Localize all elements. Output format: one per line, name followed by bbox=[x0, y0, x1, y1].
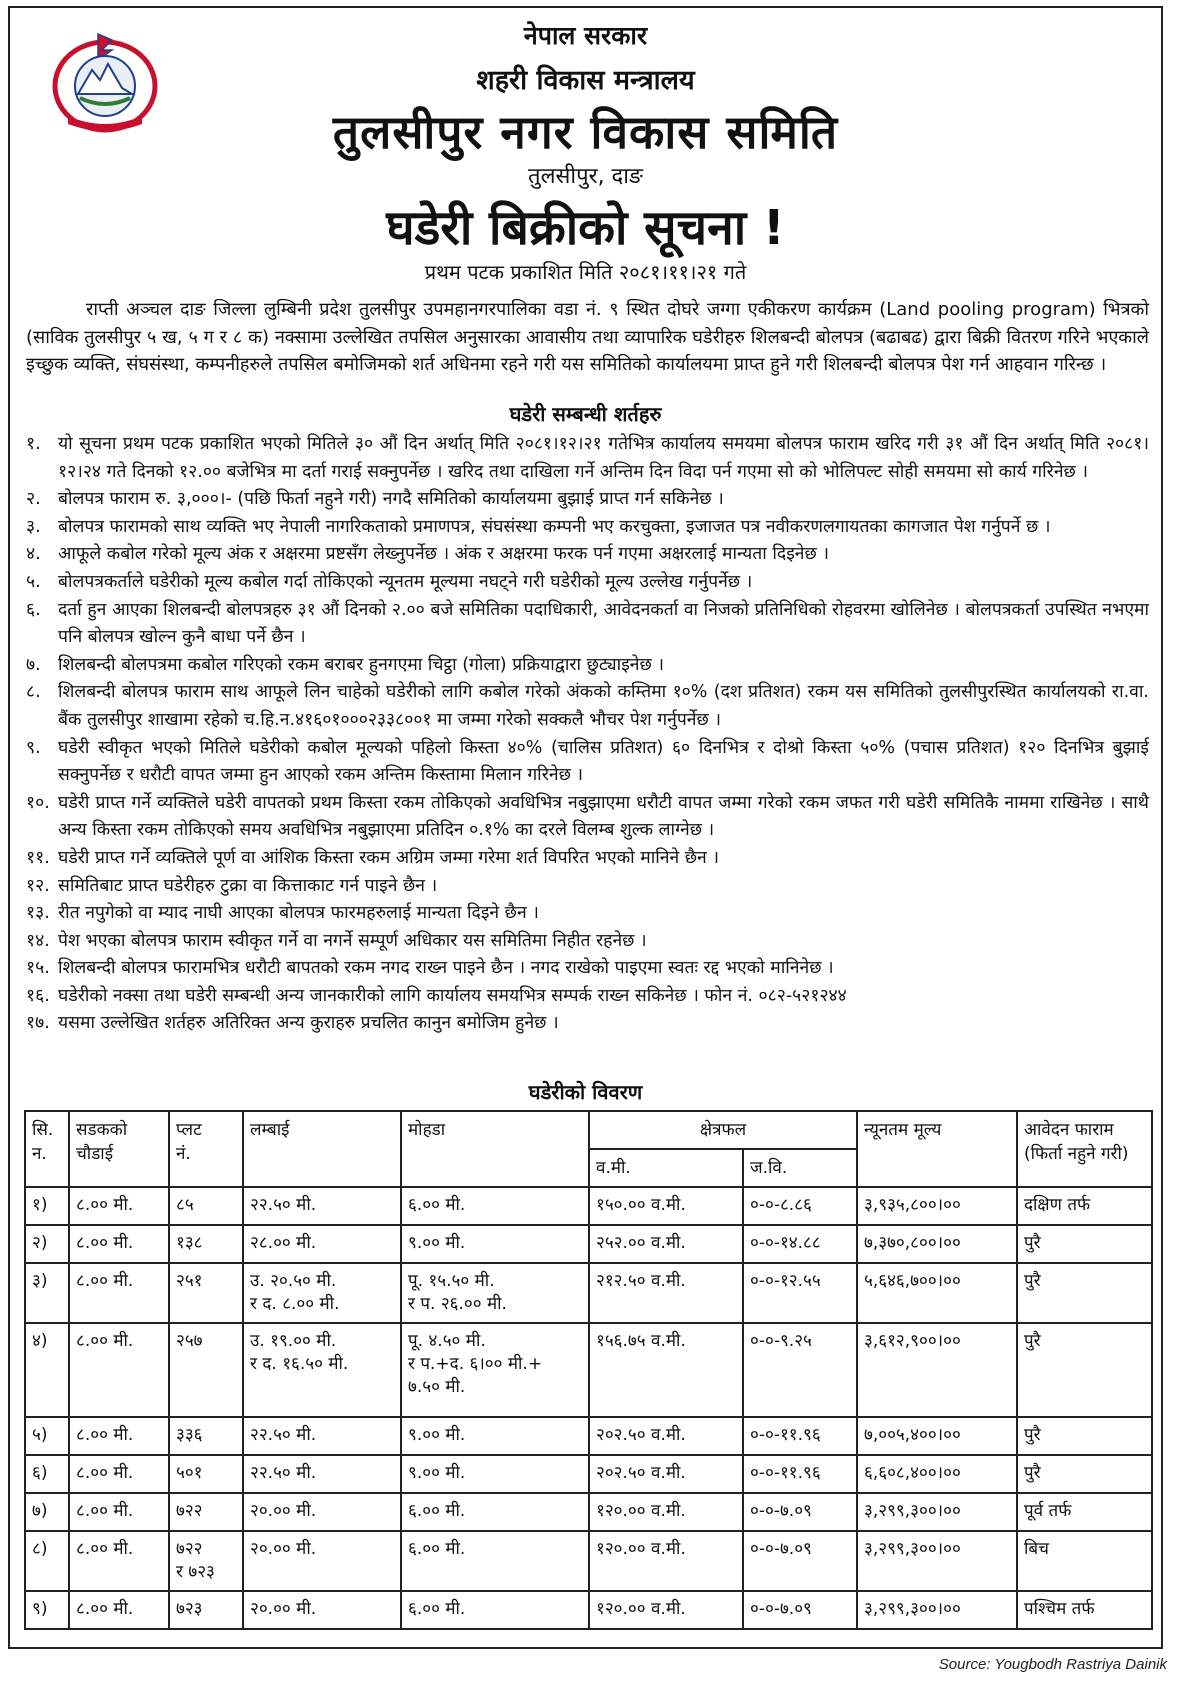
term-text: समितिबाट प्राप्त घडेरीहरु टुक्रा वा कित्ताकाट गर्न पाइने छैन । bbox=[58, 875, 438, 896]
term-item bbox=[26, 928, 1149, 956]
term-item bbox=[26, 955, 1149, 983]
term-text: घडेरी स्वीकृत भएको मितिले घडेरीको कबोल मूल्यको पहिलो किस्ता ४०% (चालिस प्रतिशत) ६० दिनभित्र र दोश्रो किस्ता ५०% (पचास प्रतिशत) १२० दिनभित्र बुझाई सक्नुपर्नेछ र धरौटी वापत जम्मा हुन आएको रकम अन्तिम किस्तामा मिलान गरिनेछ । bbox=[58, 737, 1149, 786]
cell-frontage: पू. १५.५० मी. र प. २६.०० मी. bbox=[401, 1263, 589, 1323]
term-item bbox=[26, 541, 1149, 569]
cell-plot: ८५ bbox=[169, 1187, 243, 1225]
notice-sheet bbox=[8, 6, 1163, 1649]
cell-road-width: ८.०० मी. bbox=[69, 1187, 169, 1225]
cell-plot: १३८ bbox=[169, 1225, 243, 1263]
term-item bbox=[26, 790, 1149, 845]
cell-area-sqm: १५६.७५ व.मी. bbox=[589, 1323, 743, 1417]
cell-length: २०.०० मी. bbox=[243, 1591, 401, 1629]
cell-plot: २५७ bbox=[169, 1323, 243, 1417]
term-text: यसमा उल्लेखित शर्तहरु अतिरिक्त अन्य कुराहरु प्रचलित कानुन बमोजिम हुनेछ । bbox=[58, 1013, 559, 1034]
term-item bbox=[26, 569, 1149, 597]
cell-plot: ७२२ र ७२३ bbox=[169, 1531, 243, 1591]
table-row bbox=[25, 1455, 1152, 1493]
col-header-area-jb: ज.वि. bbox=[743, 1149, 857, 1187]
term-number: १२. bbox=[26, 875, 50, 896]
cell-road-width: ८.०० मी. bbox=[69, 1531, 169, 1591]
cell-road-width: ८.०० मी. bbox=[69, 1225, 169, 1263]
cell-frontage: ९.०० मी. bbox=[401, 1417, 589, 1455]
term-number: १. bbox=[26, 434, 41, 454]
col-header-area: क्षेत्रफल bbox=[589, 1111, 857, 1149]
term-item bbox=[26, 873, 1149, 901]
publish-date: प्रथम पटक प्रकाशित मिति २०८१।११।२१ गते bbox=[424, 260, 747, 284]
cell-area-sqm: १२०.०० व.मी. bbox=[589, 1591, 743, 1629]
cell-sn: ९) bbox=[25, 1591, 69, 1629]
cell-road-width: ८.०० मी. bbox=[69, 1263, 169, 1323]
cell-form: पुरै bbox=[1017, 1455, 1152, 1493]
cell-area-jb: ०-०-७.०९ bbox=[743, 1591, 857, 1629]
cell-frontage: ६.०० मी. bbox=[401, 1187, 589, 1225]
cell-min-price: ३,२९९,३००।०० bbox=[857, 1531, 1017, 1591]
cell-sn: ८) bbox=[25, 1531, 69, 1591]
table-row bbox=[25, 1493, 1152, 1531]
cell-min-price: ७,३७०,८००।०० bbox=[857, 1225, 1017, 1263]
cell-length: २२.५० मी. bbox=[243, 1455, 401, 1493]
cell-sn: ५) bbox=[25, 1417, 69, 1455]
col-header-min-price: न्यूनतम मूल्य bbox=[857, 1111, 1017, 1187]
term-item bbox=[26, 652, 1149, 680]
cell-area-sqm: २०२.५० व.मी. bbox=[589, 1417, 743, 1455]
term-number: ६. bbox=[26, 599, 41, 620]
table-heading: घडेरीको विवरण bbox=[528, 1080, 643, 1104]
term-item bbox=[26, 845, 1149, 873]
cell-area-sqm: २५२.०० व.मी. bbox=[589, 1225, 743, 1263]
term-number: ३. bbox=[26, 516, 41, 537]
cell-min-price: ३,२९९,३००।०० bbox=[857, 1591, 1017, 1629]
government-name: नेपाल सरकार bbox=[523, 21, 648, 50]
term-item bbox=[26, 597, 1149, 652]
col-header-frontage: मोहडा bbox=[401, 1111, 589, 1187]
terms-list bbox=[26, 431, 1149, 1038]
term-text: शिलबन्दी बोलपत्र फाराम साथ आफूले लिन चाहेको घडेरीको लागि कबोल गरेको अंकको कम्तिमा १०% (दश प्रतिशत) रकम यस समितिको तुलसीपुरस्थित कार्यालयको रा.वा. बैंक तुलसीपुर शाखामा रहेको च.हि.न.४१६०१०००२३३८००१ मा जम्मा गरेको सक्कलै भौचर पेश गर्नुपर्नेछ । bbox=[58, 682, 1149, 730]
notice-title: घडेरी बिक्रीको सूचना ! bbox=[386, 200, 785, 256]
cell-area-jb: ०-०-८.८६ bbox=[743, 1187, 857, 1225]
cell-road-width: ८.०० मी. bbox=[69, 1417, 169, 1455]
term-item bbox=[26, 735, 1149, 790]
cell-area-jb: ०-०-१४.८८ bbox=[743, 1225, 857, 1263]
plot-details-table bbox=[24, 1110, 1153, 1630]
cell-length: उ. २०.५० मी. र द. ८.०० मी. bbox=[243, 1263, 401, 1323]
cell-min-price: ५,६४६,७००।०० bbox=[857, 1263, 1017, 1323]
table-row bbox=[25, 1591, 1152, 1629]
cell-area-sqm: १५०.०० व.मी. bbox=[589, 1187, 743, 1225]
term-text: बोलपत्र फारामको साथ व्यक्ति भए नेपाली नागरिकताको प्रमाणपत्र, संघसंस्था कम्पनी भए करचुक्ता, इजाजत पत्र नवीकरणलगायतका कागजात पेश गर्नुपर्ने छ । bbox=[58, 516, 1051, 537]
col-header-sn: सि. न. bbox=[25, 1111, 69, 1187]
table-row bbox=[25, 1187, 1152, 1225]
cell-sn: ७) bbox=[25, 1493, 69, 1531]
cell-form: पूर्व तर्फ bbox=[1017, 1493, 1152, 1531]
col-header-length: लम्बाई bbox=[243, 1111, 401, 1187]
cell-length: २२.५० मी. bbox=[243, 1417, 401, 1455]
term-text: शिलबन्दी बोलपत्र फारामभित्र धरौटी बापतको रकम नगद राख्न पाइने छैन । नगद राखेको पाइएमा स्वतः रद्द भएको मानिनेछ । bbox=[58, 958, 834, 979]
term-item bbox=[26, 431, 1149, 486]
cell-road-width: ८.०० मी. bbox=[69, 1493, 169, 1531]
cell-sn: ६) bbox=[25, 1455, 69, 1493]
cell-road-width: ८.०० मी. bbox=[69, 1455, 169, 1493]
cell-length: २२.५० मी. bbox=[243, 1187, 401, 1225]
cell-form: पुरै bbox=[1017, 1323, 1152, 1417]
term-number: ११. bbox=[26, 847, 50, 868]
cell-area-sqm: १२०.०० व.मी. bbox=[589, 1531, 743, 1591]
term-number: १५. bbox=[26, 958, 50, 979]
cell-plot: ३३६ bbox=[169, 1417, 243, 1455]
cell-frontage: ९.०० मी. bbox=[401, 1225, 589, 1263]
term-item bbox=[26, 900, 1149, 928]
term-number: १७. bbox=[26, 1013, 50, 1034]
table-header-row bbox=[25, 1111, 1152, 1149]
cell-plot: ५०१ bbox=[169, 1455, 243, 1493]
term-text: बोलपत्रकर्ताले घडेरीको मूल्य कबोल गर्दा तोकिएको न्यूनतम मूल्यमा नघट्ने गरी घडेरीको मूल्य उल्लेख गर्नुपर्नेछ । bbox=[58, 571, 753, 592]
cell-frontage: ६.०० मी. bbox=[401, 1591, 589, 1629]
term-text: पेश भएका बोलपत्र फाराम स्वीकृत गर्ने वा नगर्ने सम्पूर्ण अधिकार यस समितिमा निहीत रहनेछ । bbox=[58, 930, 647, 951]
cell-form: पश्चिम तर्फ bbox=[1017, 1591, 1152, 1629]
term-number: ८. bbox=[26, 682, 41, 703]
cell-plot: ७२२ bbox=[169, 1493, 243, 1531]
cell-length: २०.०० मी. bbox=[243, 1531, 401, 1591]
term-item bbox=[26, 679, 1149, 734]
cell-road-width: ८.०० मी. bbox=[69, 1323, 169, 1417]
col-header-road-width: सडकको चौडाई bbox=[69, 1111, 169, 1187]
cell-frontage: ६.०० मी. bbox=[401, 1493, 589, 1531]
term-number: १४. bbox=[26, 930, 50, 951]
cell-area-sqm: १२०.०० व.मी. bbox=[589, 1493, 743, 1531]
ministry-name: शहरी विकास मन्त्रालय bbox=[476, 65, 695, 96]
cell-length: २०.०० मी. bbox=[243, 1493, 401, 1531]
term-number: ५. bbox=[26, 571, 41, 592]
term-text: आफूले कबोल गरेको मूल्य अंक र अक्षरमा प्रष्टसँग लेख्नुपर्नेछ । अंक र अक्षरमा फरक पर्न गएमा अक्षरलाई मान्यता दिइनेछ । bbox=[58, 544, 829, 565]
cell-area-jb: ०-०-११.९६ bbox=[743, 1455, 857, 1493]
term-text: रीत नपुगेको वा म्याद नाघी आएका बोलपत्र फारमहरुलाई मान्यता दिइने छैन । bbox=[58, 903, 539, 924]
term-text: घडेरी प्राप्त गर्ने व्यक्तिले घडेरी वापतको प्रथम किस्ता रकम तोकिएको अवधिभित्र नबुझाएमा धरौटी वापत जम्मा गरेको रकम जफत गरी घडेरी समितिकै नाममा राखिनेछ । साथै अन्य किस्ता रकम तोकिएको समय अवधिभित्र नबुझाएमा प्रतिदिन ०.१% का दरले विलम्ब शुल्क लाग्नेछ । bbox=[58, 792, 1149, 841]
cell-area-sqm: २१२.५० व.मी. bbox=[589, 1263, 743, 1323]
term-text: घडेरीको नक्सा तथा घडेरी सम्बन्धी अन्य जानकारीको लागि कार्यालय समयभित्र सम्पर्क राख्न सकिनेछ । फोन नं. ०८२-५२१२४४ bbox=[58, 985, 847, 1006]
cell-min-price: ३,९३५,८००।०० bbox=[857, 1187, 1017, 1225]
cell-plot: ७२३ bbox=[169, 1591, 243, 1629]
cell-length: उ. १९.०० मी. र द. १६.५० मी. bbox=[243, 1323, 401, 1417]
term-text: दर्ता हुन आएका शिलबन्दी बोलपत्रहरु ३१ औं दिनको २.०० बजे समितिका पदाधिकारी, आवेदनकर्ता वा निजको प्रतिनिधिको रोहवरमा खोलिनेछ । बोलपत्रकर्ता उपस्थित नभएमा पनि बोलपत्र खोल्न कुनै बाधा पर्ने छैन । bbox=[58, 599, 1149, 648]
cell-sn: २) bbox=[25, 1225, 69, 1263]
term-text: बोलपत्र फाराम रु. ३,०००।- (पछि फिर्ता नहुने गरी) नगदै समितिको कार्यालयमा बुझाई प्राप्त गर्न सकिनेछ । bbox=[58, 489, 724, 510]
cell-min-price: ७,००५,४००।०० bbox=[857, 1417, 1017, 1455]
cell-form: दक्षिण तर्फ bbox=[1017, 1187, 1152, 1225]
source-credit: Source: Yougbodh Rastriya Dainik bbox=[938, 1656, 1167, 1673]
term-text: यो सूचना प्रथम पटक प्रकाशित भएको मितिले ३० औं दिन अर्थात् मिति २०८१।१२।२१ गतेभित्र कार्यालय समयमा बोलपत्र फाराम खरिद गरी ३१ औं दिन अर्थात् मिति २०८१।१२।२४ गते दिनको १२.०० बजेभित्र मा दर्ता गराई सक्नुपर्नेछ । खरिद तथा दाखिला गर्ने अन्तिम दिन विदा पर्न गएमा सो को भोलिपल्ट सोही समयमा सो कार्य गरिनेछ । bbox=[58, 434, 1149, 482]
term-item bbox=[26, 514, 1149, 542]
table-row bbox=[25, 1225, 1152, 1263]
cell-area-jb: ०-०-७.०९ bbox=[743, 1531, 857, 1591]
cell-length: २८.०० मी. bbox=[243, 1225, 401, 1263]
organization-location: तुलसीपुर, दाङ bbox=[528, 164, 643, 189]
cell-min-price: ३,६१२,९००।०० bbox=[857, 1323, 1017, 1417]
intro-paragraph: राप्ती अञ्चल दाङ जिल्ला लुम्बिनी प्रदेश तुलसीपुर उपमहानगरपालिका वडा नं. ९ स्थित दोघरे जग्गा एकीकरण कार्यक्रम (Land pooling program) भित्रको (साविक तुलसीपुर ५ ख, ५ ग र ८ क) नक्सामा उल्लेखित तपसिल अनुसारका आवासीय तथा व्यापारिक घडेरीहरु शिलबन्दी बोलपत्र (बढाबढ) द्वारा बिक्री वितरण गरिने भएकाले इच्छुक व्यक्ति, संघसंस्था, कम्पनीहरुले तपसिल बमोजिमको शर्त अधिनमा रहने गरी यस समितिको कार्यालयमा प्राप्त हुने गरी शिलबन्दी बोलपत्र पेश गर्न आहवान गरिन्छ । bbox=[26, 299, 1149, 376]
terms-heading: घडेरी सम्बन्धी शर्तहरु bbox=[509, 402, 662, 426]
cell-road-width: ८.०० मी. bbox=[69, 1591, 169, 1629]
cell-area-jb: ०-०-७.०९ bbox=[743, 1493, 857, 1531]
cell-area-jb: ०-०-११.९६ bbox=[743, 1417, 857, 1455]
cell-sn: १) bbox=[25, 1187, 69, 1225]
cell-sn: ४) bbox=[25, 1323, 69, 1417]
cell-frontage: पू. ४.५० मी. र प.+द. ६।०० मी.+ ७.५० मी. bbox=[401, 1323, 589, 1417]
term-number: २. bbox=[26, 489, 41, 510]
cell-plot: २५१ bbox=[169, 1263, 243, 1323]
term-item bbox=[26, 983, 1149, 1011]
term-text: शिलबन्दी बोलपत्रमा कबोल गरिएको रकम बराबर हुनगएमा चिट्ठा (गोला) प्रक्रियाद्वारा छुट्याइनेछ । bbox=[58, 654, 664, 675]
col-header-form: आवेदन फाराम (फिर्ता नहुने गरी) bbox=[1017, 1111, 1152, 1187]
cell-min-price: ६,६०८,४००।०० bbox=[857, 1455, 1017, 1493]
term-number: १६. bbox=[26, 985, 50, 1006]
term-text: घडेरी प्राप्त गर्ने व्यक्तिले पूर्ण वा आंशिक किस्ता रकम अग्रिम जम्मा गरेमा शर्त विपरित भएको मानिने छैन । bbox=[58, 847, 719, 868]
cell-min-price: ३,२९९,३००।०० bbox=[857, 1493, 1017, 1531]
table-row bbox=[25, 1417, 1152, 1455]
cell-area-jb: ०-०-९.२५ bbox=[743, 1323, 857, 1417]
term-number: १०. bbox=[26, 792, 50, 813]
table-row bbox=[25, 1531, 1152, 1591]
cell-area-sqm: २०२.५० व.मी. bbox=[589, 1455, 743, 1493]
organization-name: तुलसीपुर नगर विकास समिति bbox=[332, 105, 839, 159]
term-number: १३. bbox=[26, 903, 50, 924]
cell-frontage: ६.०० मी. bbox=[401, 1531, 589, 1591]
cell-form: पुरै bbox=[1017, 1417, 1152, 1455]
term-number: ७. bbox=[26, 654, 41, 675]
cell-area-jb: ०-०-१२.५५ bbox=[743, 1263, 857, 1323]
term-item bbox=[26, 1010, 1149, 1038]
table-row bbox=[25, 1323, 1152, 1417]
cell-form: पुरै bbox=[1017, 1225, 1152, 1263]
cell-form: पुरै bbox=[1017, 1263, 1152, 1323]
col-header-area-sqm: व.मी. bbox=[589, 1149, 743, 1187]
term-number: ४. bbox=[26, 544, 41, 565]
col-header-plot: प्लट नं. bbox=[169, 1111, 243, 1187]
cell-sn: ३) bbox=[25, 1263, 69, 1323]
cell-form: बिच bbox=[1017, 1531, 1152, 1591]
term-number: ९. bbox=[26, 737, 41, 758]
table-row bbox=[25, 1263, 1152, 1323]
cell-frontage: ९.०० मी. bbox=[401, 1455, 589, 1493]
term-item bbox=[26, 486, 1149, 514]
